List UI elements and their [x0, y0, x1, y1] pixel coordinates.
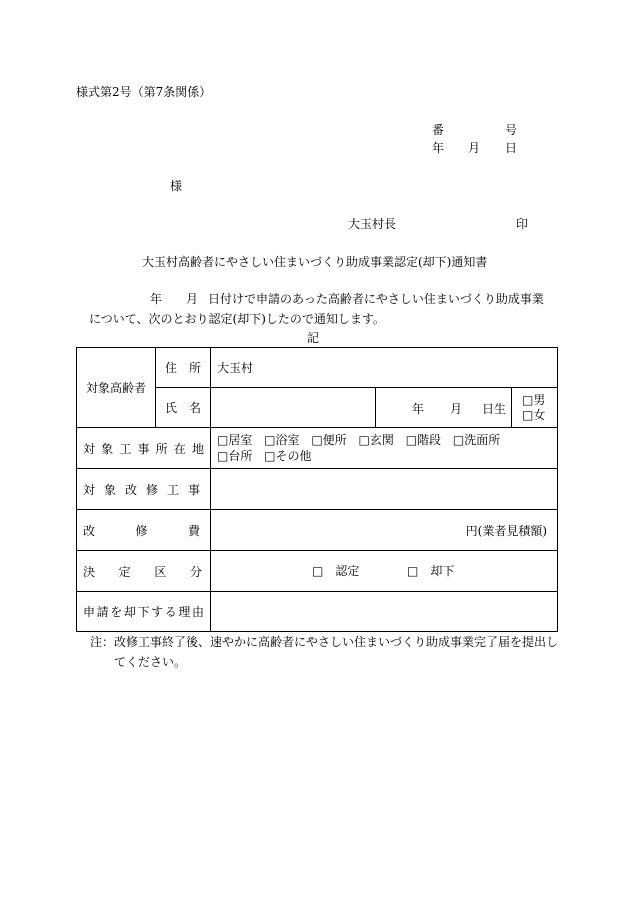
form-number: 様式第2号（第7条関係） [76, 85, 212, 99]
note-line1: 注：改修工事終了後、速やかに高齢者にやさしい住まいづくり助成事業完了届を提出し [90, 635, 559, 649]
name-label-text: 氏 名 [164, 401, 201, 415]
birthdate-field[interactable] [376, 388, 512, 428]
address-field[interactable] [211, 348, 558, 388]
target-person-label-text: 対象高齢者 [85, 381, 146, 395]
note-line2: てください。 [114, 655, 187, 669]
address-label [156, 348, 211, 388]
location-room-checkbox[interactable]: □居室 [217, 432, 253, 447]
birth-year: 年 [412, 402, 425, 416]
number-ban: 番 [432, 123, 445, 137]
decision-reject-checkbox[interactable]: □ 却下 [407, 564, 455, 578]
date-year: 年 [432, 141, 445, 155]
location-label [77, 428, 211, 469]
issuer-seal: 印 [516, 217, 529, 231]
sex-options [512, 388, 558, 428]
number-go: 号 [505, 123, 518, 137]
location-toilet-checkbox[interactable]: □便所 [311, 432, 347, 447]
name-field[interactable] [211, 388, 376, 428]
reason-label [77, 592, 211, 632]
date-month: 月 [468, 141, 481, 155]
location-stairs-checkbox[interactable]: □階段 [405, 432, 442, 447]
body-month: 月 [186, 292, 199, 306]
work-label [77, 469, 211, 510]
address-value: 大玉村 [217, 361, 254, 375]
cost-value: 円(業者見積額) [465, 523, 548, 538]
decision-approve-checkbox[interactable]: □ 認定 [312, 564, 360, 578]
location-options [211, 428, 558, 469]
body-line1: 日付けで申請のあった高齢者にやさしい住まいづくり助成事業 [208, 292, 544, 306]
sex-male-checkbox[interactable]: □男 [522, 392, 546, 407]
location-bath-checkbox[interactable]: □浴室 [264, 432, 300, 447]
location-entrance-checkbox[interactable]: □玄関 [358, 432, 394, 447]
reason-label-text: 申請を却下する理由 [83, 605, 204, 619]
ki-mark: 記 [307, 331, 320, 345]
location-label-text: 対象工事所在地 [83, 441, 204, 456]
cost-field[interactable] [211, 510, 558, 551]
body-year: 年 [150, 292, 163, 306]
decision-label-text: 決定区分 [83, 564, 202, 579]
name-label [156, 388, 211, 428]
target-person-label [77, 348, 156, 428]
sex-female-checkbox[interactable]: □女 [522, 407, 546, 422]
application-table [76, 347, 558, 632]
location-kitchen-checkbox[interactable]: □台所 [217, 449, 253, 463]
date-day: 日 [505, 141, 518, 155]
cost-label-text: 改修費 [83, 523, 200, 538]
work-field[interactable] [211, 469, 558, 510]
birth-day: 日生 [482, 402, 507, 416]
address-label-text: 住 所 [164, 361, 201, 375]
work-label-text: 対象改修工事 [83, 482, 200, 497]
document-title: 大玉村高齢者にやさしい住まいづくり助成事業認定(却下)通知書 [142, 255, 488, 269]
decision-label [77, 551, 211, 592]
birth-month: 月 [450, 402, 463, 416]
body-line2: について、次のとおり認定(却下)したので通知します。 [89, 312, 385, 326]
cost-label [77, 510, 211, 551]
reason-field[interactable] [211, 592, 558, 632]
addressee-sama: 様 [170, 179, 183, 193]
location-washroom-checkbox[interactable]: □洗面所 [452, 432, 501, 447]
decision-field [211, 551, 558, 592]
location-other-checkbox[interactable]: □その他 [264, 449, 312, 463]
issuer-name: 大玉村長 [348, 217, 397, 231]
